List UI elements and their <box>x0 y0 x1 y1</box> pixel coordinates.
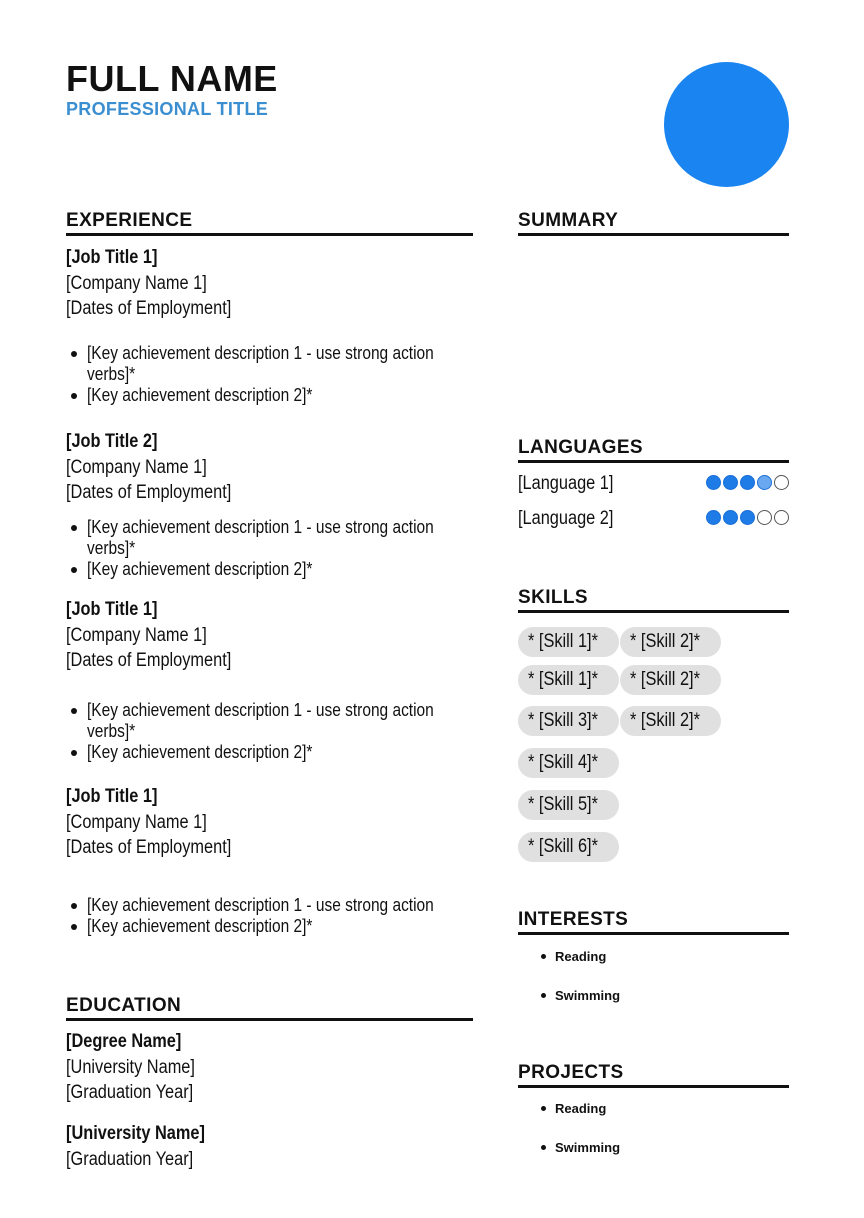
university-name: [University Name] <box>66 1057 195 1078</box>
interests-list <box>518 949 789 1009</box>
proficiency-dot <box>706 510 721 525</box>
interests-section <box>518 909 789 935</box>
proficiency-dot <box>740 510 755 525</box>
proficiency-dots <box>704 510 789 525</box>
proficiency-dot <box>723 475 738 490</box>
skill-chip: * [Skill 5]* <box>518 790 619 820</box>
interest-item: Swimming <box>555 988 621 1003</box>
language-label: [Language 2] <box>518 508 614 529</box>
language-row <box>518 507 789 531</box>
skill-chip: * [Skill 1]* <box>518 627 619 657</box>
experience-section <box>66 210 473 236</box>
achievement-item: [Key achievement description 1 - use strong action <box>66 895 473 916</box>
achievement-list <box>66 343 473 406</box>
skills-list <box>518 627 789 867</box>
job-entry <box>66 784 473 860</box>
skill-chip: * [Skill 2]* <box>620 627 721 657</box>
skills-heading: SKILLS <box>518 587 789 613</box>
university-name: [University Name] <box>66 1123 205 1144</box>
graduation-year: [Graduation Year] <box>66 1082 194 1103</box>
languages-list <box>518 472 789 542</box>
language-row <box>518 472 789 496</box>
achievement-list <box>66 700 473 763</box>
skill-chip: * [Skill 1]* <box>518 665 619 695</box>
employment-dates: [Dates of Employment] <box>66 837 232 858</box>
proficiency-dots <box>704 475 789 490</box>
project-item: Swimming <box>555 1140 621 1155</box>
job-entry <box>66 429 473 505</box>
proficiency-dot <box>757 475 772 490</box>
job-title: [Job Title 1] <box>66 247 158 268</box>
skill-chip: * [Skill 4]* <box>518 748 619 778</box>
company-name: [Company Name 1] <box>66 457 207 478</box>
proficiency-dot <box>740 475 755 490</box>
profile-photo-placeholder <box>664 62 789 187</box>
proficiency-dot <box>706 475 721 490</box>
professional-title: PROFESSIONAL TITLE <box>66 99 269 119</box>
company-name: [Company Name 1] <box>66 812 207 833</box>
interest-item: Reading <box>555 949 607 964</box>
skill-chip: * [Skill 2]* <box>620 665 721 695</box>
company-name: [Company Name 1] <box>66 273 207 294</box>
job-title: [Job Title 1] <box>66 599 158 620</box>
education-entry <box>66 1121 473 1172</box>
languages-heading: LANGUAGES <box>518 437 789 463</box>
employment-dates: [Dates of Employment] <box>66 482 232 503</box>
summary-section <box>518 210 789 236</box>
achievement-item: [Key achievement description 2]* <box>66 385 473 406</box>
achievement-item: [Key achievement description 1 - use strong action verbs]* <box>66 700 473 742</box>
employment-dates: [Dates of Employment] <box>66 650 232 671</box>
skill-chip: * [Skill 3]* <box>518 706 619 736</box>
education-entry <box>66 1029 473 1105</box>
job-entry <box>66 245 473 321</box>
experience-heading: EXPERIENCE <box>66 210 473 236</box>
education-section <box>66 995 473 1021</box>
proficiency-dot <box>774 475 789 490</box>
full-name: FULL NAME <box>66 58 278 99</box>
job-title: [Job Title 1] <box>66 786 158 807</box>
achievement-list <box>66 895 473 937</box>
projects-list <box>518 1101 789 1161</box>
achievement-item: [Key achievement description 2]* <box>66 916 473 937</box>
proficiency-dot <box>774 510 789 525</box>
projects-heading: PROJECTS <box>518 1062 789 1088</box>
company-name: [Company Name 1] <box>66 625 207 646</box>
education-heading: EDUCATION <box>66 995 473 1021</box>
achievement-list <box>66 517 473 580</box>
proficiency-dot <box>723 510 738 525</box>
achievement-item: [Key achievement description 1 - use strong action verbs]* <box>66 517 473 559</box>
achievement-item: [Key achievement description 2]* <box>66 742 473 763</box>
skill-chip: * [Skill 2]* <box>620 706 721 736</box>
job-title: [Job Title 2] <box>66 431 158 452</box>
project-item: Reading <box>555 1101 607 1116</box>
language-label: [Language 1] <box>518 473 614 494</box>
summary-heading: SUMMARY <box>518 210 789 236</box>
projects-section <box>518 1062 789 1088</box>
achievement-item: [Key achievement description 2]* <box>66 559 473 580</box>
proficiency-dot <box>757 510 772 525</box>
skills-section <box>518 587 789 613</box>
languages-section <box>518 437 789 463</box>
achievement-item: [Key achievement description 1 - use strong action verbs]* <box>66 343 473 385</box>
graduation-year: [Graduation Year] <box>66 1149 194 1170</box>
interests-heading: INTERESTS <box>518 909 789 935</box>
skill-chip: * [Skill 6]* <box>518 832 619 862</box>
employment-dates: [Dates of Employment] <box>66 298 232 319</box>
job-entry <box>66 597 473 673</box>
degree-name: [Degree Name] <box>66 1031 182 1052</box>
